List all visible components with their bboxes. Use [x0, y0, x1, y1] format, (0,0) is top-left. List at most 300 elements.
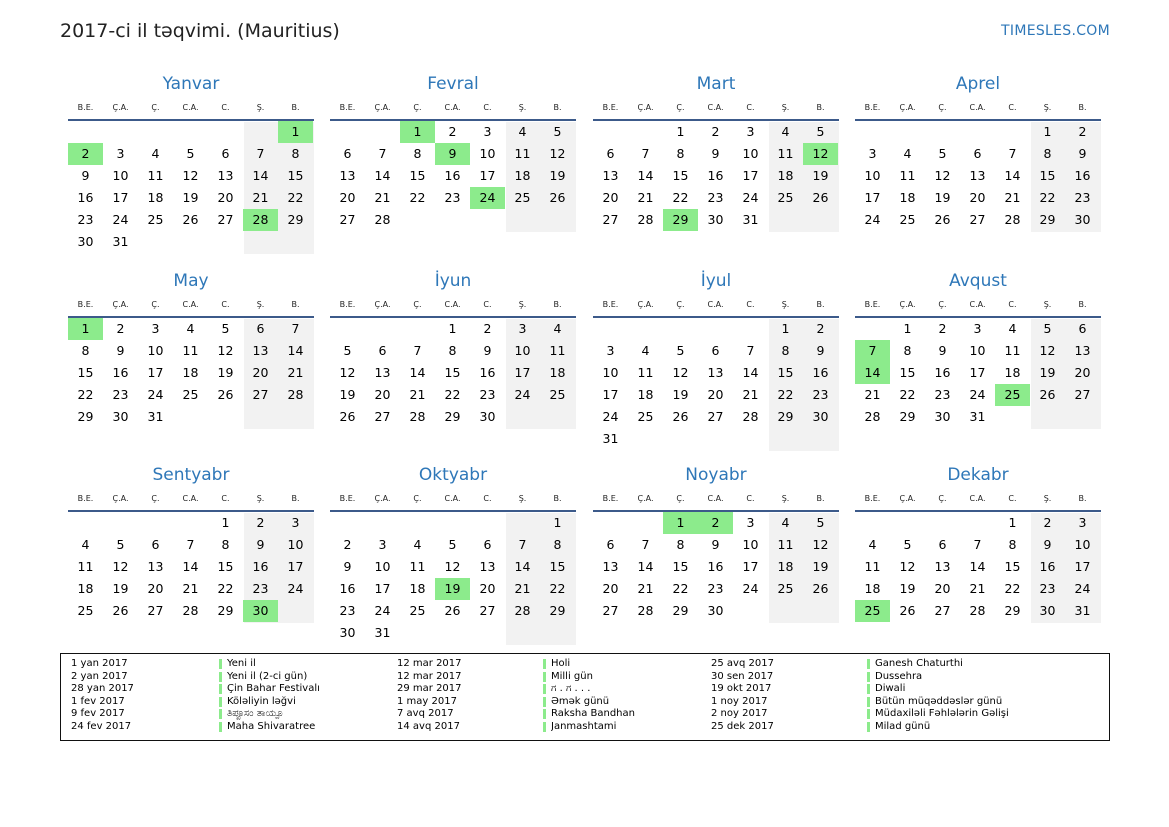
- day-cell: 20: [707, 387, 724, 402]
- day-cell: 28: [514, 603, 531, 618]
- day-cell: 8: [1043, 146, 1052, 161]
- day-cell: 19: [812, 168, 829, 183]
- day-cell: 9: [116, 343, 125, 358]
- legend-holiday-name: Çin Bahar Festivalı: [227, 683, 320, 695]
- day-cell: 6: [711, 343, 720, 358]
- weekday-header: Ş.: [781, 300, 790, 309]
- holiday-day: 2: [698, 512, 733, 534]
- legend-marker: [867, 709, 870, 719]
- weekday-header: C.: [221, 494, 230, 503]
- legend-holiday-name: Dussehra: [875, 670, 923, 682]
- day-cell: 5: [186, 146, 195, 161]
- weekday-header: Ç.: [938, 103, 947, 112]
- holiday-legend: [60, 653, 1110, 741]
- holiday-day: 1: [663, 512, 698, 534]
- weekday-header: Ç.: [676, 300, 685, 309]
- day-cell: 4: [518, 124, 527, 139]
- weekday-header: C.A.: [969, 494, 986, 503]
- day-cell: 19: [339, 387, 356, 402]
- day-cell: 16: [479, 365, 496, 380]
- day-cell: 12: [112, 559, 129, 574]
- day-cell: 17: [479, 168, 496, 183]
- day-cell: 23: [812, 387, 829, 402]
- day-cell: 27: [374, 409, 391, 424]
- day-cell: 15: [287, 168, 304, 183]
- holiday-day: 12: [803, 143, 838, 165]
- day-cell: 9: [1078, 146, 1087, 161]
- month-name: İyun: [434, 271, 472, 291]
- day-cell: 8: [291, 146, 300, 161]
- day-cell: 21: [514, 581, 531, 596]
- day-cell: 10: [147, 343, 164, 358]
- day-cell: 4: [903, 146, 912, 161]
- day-cell: 30: [1039, 603, 1056, 618]
- legend-holiday-name: Diwali: [875, 683, 906, 695]
- weekday-header: C.: [746, 103, 755, 112]
- weekday-header: Ş.: [256, 494, 265, 503]
- day-cell: 20: [602, 190, 619, 205]
- weekday-header: B.: [816, 103, 825, 112]
- holiday-day: 9: [435, 143, 470, 165]
- holiday-day: 19: [435, 578, 470, 600]
- weekday-header: Ş.: [781, 494, 790, 503]
- holiday-day: 28: [243, 209, 278, 231]
- day-cell: 8: [1008, 537, 1017, 552]
- month-3: [593, 74, 839, 260]
- day-cell: 11: [1004, 343, 1021, 358]
- day-cell: 19: [182, 190, 199, 205]
- day-cell: 21: [1004, 190, 1021, 205]
- legend-date: 19 okt 2017: [711, 683, 772, 695]
- legend-names: [551, 658, 635, 734]
- legend-date: 12 mar 2017: [397, 670, 462, 682]
- day-cell: 27: [1074, 387, 1091, 402]
- day-cell: 11: [549, 343, 566, 358]
- day-cell: 2: [483, 321, 492, 336]
- weekday-header: B.E.: [864, 494, 881, 503]
- day-cell: 20: [339, 190, 356, 205]
- day-cell: 15: [217, 559, 234, 574]
- holiday-day: 1: [68, 318, 103, 340]
- day-cell: 19: [812, 559, 829, 574]
- weekday-header: C.: [221, 103, 230, 112]
- weekday-header: B.: [291, 300, 300, 309]
- day-cell: 25: [637, 409, 654, 424]
- weekday-header: C.: [1008, 103, 1017, 112]
- holiday-day: 2: [68, 143, 103, 165]
- day-cell: 23: [339, 603, 356, 618]
- day-cell: 7: [378, 146, 387, 161]
- month-name: Fevral: [427, 74, 479, 94]
- legend-holiday-name: Raksha Bandhan: [551, 708, 635, 720]
- day-cell: 14: [514, 559, 531, 574]
- weekday-header: Ç.A.: [112, 494, 129, 503]
- day-cell: 13: [969, 168, 986, 183]
- day-cell: 2: [256, 515, 265, 530]
- day-cell: 14: [742, 365, 759, 380]
- brand-logo-text[interactable]: TIMESLES.COM: [1001, 23, 1110, 39]
- day-cell: 31: [602, 431, 619, 446]
- day-cell: 23: [77, 212, 94, 227]
- weekday-header: C.: [483, 494, 492, 503]
- day-cell: 27: [934, 603, 951, 618]
- holiday-day: 25: [995, 384, 1030, 406]
- weekday-header: Ç.A.: [899, 300, 916, 309]
- day-cell: 9: [343, 559, 352, 574]
- day-cell: 30: [707, 212, 724, 227]
- day-cell: 16: [444, 168, 461, 183]
- day-cell: 3: [1078, 515, 1087, 530]
- legend-marker: [543, 672, 546, 682]
- day-cell: 28: [287, 387, 304, 402]
- day-cell: 14: [287, 343, 304, 358]
- day-cell: 7: [413, 343, 422, 358]
- day-cell: 27: [602, 212, 619, 227]
- holiday-day: 1: [400, 121, 435, 143]
- day-cell: 5: [116, 537, 125, 552]
- day-cell: 22: [1039, 190, 1056, 205]
- day-cell: 16: [112, 365, 129, 380]
- day-cell: 29: [77, 409, 94, 424]
- day-cell: 3: [868, 146, 877, 161]
- day-cell: 7: [1008, 146, 1017, 161]
- day-cell: 30: [707, 603, 724, 618]
- day-cell: 1: [903, 321, 912, 336]
- legend-marker: [219, 672, 222, 682]
- day-cell: 9: [711, 537, 720, 552]
- day-cell: 23: [1074, 190, 1091, 205]
- day-cell: 9: [256, 537, 265, 552]
- day-cell: 5: [816, 124, 825, 139]
- day-cell: 8: [448, 343, 457, 358]
- day-cell: 10: [969, 343, 986, 358]
- holiday-day: 7: [855, 340, 890, 362]
- month-9: [68, 465, 314, 651]
- month-name: Oktyabr: [418, 465, 488, 485]
- day-cell: 10: [864, 168, 881, 183]
- day-cell: 31: [147, 409, 164, 424]
- day-cell: 29: [777, 409, 794, 424]
- day-cell: 23: [252, 581, 269, 596]
- legend-dates: [397, 658, 462, 734]
- legend-holiday-name: Maha Shivaratree: [227, 720, 316, 732]
- day-cell: 31: [969, 409, 986, 424]
- day-cell: 11: [409, 559, 426, 574]
- month-name: Sentyabr: [152, 465, 230, 485]
- day-cell: 8: [413, 146, 422, 161]
- day-cell: 7: [256, 146, 265, 161]
- weekday-header: B.E.: [77, 300, 94, 309]
- weekday-header: B.: [816, 494, 825, 503]
- legend-date: 1 noy 2017: [711, 695, 768, 707]
- day-cell: 17: [969, 365, 986, 380]
- legend-date: 7 avq 2017: [397, 708, 454, 720]
- weekday-header: Ş.: [518, 300, 527, 309]
- day-cell: 29: [287, 212, 304, 227]
- month-name: Mart: [696, 74, 736, 94]
- day-cell: 1: [553, 515, 562, 530]
- day-cell: 21: [742, 387, 759, 402]
- day-cell: 11: [77, 559, 94, 574]
- day-cell: 15: [777, 365, 794, 380]
- day-cell: 22: [217, 581, 234, 596]
- legend-marker: [867, 684, 870, 694]
- legend-marker: [867, 672, 870, 682]
- day-cell: 5: [903, 537, 912, 552]
- day-cell: 17: [374, 581, 391, 596]
- day-cell: 2: [116, 321, 125, 336]
- weekday-header: B.: [291, 494, 300, 503]
- legend-date: 9 fev 2017: [71, 708, 125, 720]
- legend-holiday-name: Holi: [551, 658, 571, 669]
- weekday-header: B.E.: [77, 494, 94, 503]
- day-cell: 7: [641, 537, 650, 552]
- month-name: Avqust: [949, 271, 1007, 291]
- day-cell: 8: [676, 537, 685, 552]
- day-cell: 4: [413, 537, 422, 552]
- day-cell: 13: [217, 168, 234, 183]
- day-cell: 13: [147, 559, 164, 574]
- weekday-header: Ç.: [151, 103, 160, 112]
- day-cell: 9: [1043, 537, 1052, 552]
- day-cell: 3: [151, 321, 160, 336]
- day-cell: 30: [112, 409, 129, 424]
- legend-marker: [543, 684, 546, 694]
- weekday-header: C.A.: [707, 103, 724, 112]
- day-cell: 18: [549, 365, 566, 380]
- month-name: Aprel: [955, 74, 1001, 94]
- day-cell: 6: [343, 146, 352, 161]
- day-cell: 12: [217, 343, 234, 358]
- day-cell: 6: [151, 537, 160, 552]
- day-cell: 19: [549, 168, 566, 183]
- weekday-header: C.A.: [969, 103, 986, 112]
- day-cell: 8: [903, 343, 912, 358]
- weekday-header: B.: [1078, 300, 1087, 309]
- weekday-header: B.E.: [339, 300, 356, 309]
- day-cell: 2: [1043, 515, 1052, 530]
- weekday-header: Ç.A.: [374, 103, 391, 112]
- day-cell: 26: [182, 212, 199, 227]
- legend-holiday-name: Ganesh Chaturthi: [875, 658, 963, 669]
- day-cell: 18: [777, 168, 794, 183]
- weekday-header: Ç.A.: [374, 300, 391, 309]
- legend-marker: [219, 722, 222, 732]
- weekday-header: Ş.: [518, 494, 527, 503]
- day-cell: 9: [711, 146, 720, 161]
- day-cell: 16: [812, 365, 829, 380]
- day-cell: 17: [742, 559, 759, 574]
- day-cell: 17: [514, 365, 531, 380]
- day-cell: 15: [1039, 168, 1056, 183]
- day-cell: 13: [1074, 343, 1091, 358]
- day-cell: 25: [549, 387, 566, 402]
- weekday-header: C.: [1008, 300, 1017, 309]
- day-cell: 18: [147, 190, 164, 205]
- day-cell: 5: [448, 537, 457, 552]
- weekday-header: C.A.: [444, 300, 461, 309]
- day-cell: 5: [938, 146, 947, 161]
- weekday-header: Ç.A.: [899, 103, 916, 112]
- legend-date: 29 mar 2017: [397, 683, 462, 695]
- day-cell: 23: [444, 190, 461, 205]
- day-cell: 17: [112, 190, 129, 205]
- day-cell: 24: [287, 581, 304, 596]
- day-cell: 12: [182, 168, 199, 183]
- weekday-header: B.E.: [864, 103, 881, 112]
- legend-marker: [543, 659, 546, 669]
- weekday-header: C.: [483, 300, 492, 309]
- day-cell: 15: [549, 559, 566, 574]
- day-cell: 7: [641, 146, 650, 161]
- day-cell: 11: [514, 146, 531, 161]
- day-cell: 5: [221, 321, 230, 336]
- day-cell: 17: [864, 190, 881, 205]
- day-cell: 11: [777, 537, 794, 552]
- day-cell: 6: [606, 146, 615, 161]
- legend-date: 1 may 2017: [397, 695, 457, 707]
- weekday-header: Ş.: [1043, 300, 1052, 309]
- weekday-header: B.E.: [864, 300, 881, 309]
- day-cell: 8: [553, 537, 562, 552]
- day-cell: 17: [1074, 559, 1091, 574]
- day-cell: 23: [479, 387, 496, 402]
- weekday-header: B.E.: [602, 103, 619, 112]
- day-cell: 25: [147, 212, 164, 227]
- holiday-day: 25: [855, 600, 890, 622]
- day-cell: 14: [637, 559, 654, 574]
- page-title: 2017-ci il təqvimi. (Mauritius): [60, 20, 340, 42]
- day-cell: 12: [444, 559, 461, 574]
- day-cell: 30: [479, 409, 496, 424]
- day-cell: 12: [672, 365, 689, 380]
- day-cell: 20: [934, 581, 951, 596]
- day-cell: 24: [742, 581, 759, 596]
- day-cell: 24: [602, 409, 619, 424]
- day-cell: 21: [969, 581, 986, 596]
- day-cell: 26: [112, 603, 129, 618]
- day-cell: 26: [812, 190, 829, 205]
- day-cell: 8: [81, 343, 90, 358]
- day-cell: 1: [221, 515, 230, 530]
- day-cell: 4: [1008, 321, 1017, 336]
- weekday-header: C.: [746, 300, 755, 309]
- day-cell: 3: [746, 515, 755, 530]
- day-cell: 29: [672, 603, 689, 618]
- legend-holiday-name: Janmashtami: [551, 720, 617, 732]
- day-cell: 25: [409, 603, 426, 618]
- day-cell: 4: [868, 537, 877, 552]
- day-cell: 21: [864, 387, 881, 402]
- day-cell: 20: [602, 581, 619, 596]
- day-cell: 18: [864, 581, 881, 596]
- day-cell: 29: [1004, 603, 1021, 618]
- weekday-header: B.E.: [602, 494, 619, 503]
- day-cell: 4: [186, 321, 195, 336]
- weekday-header: B.E.: [602, 300, 619, 309]
- day-cell: 22: [1004, 581, 1021, 596]
- day-cell: 21: [374, 190, 391, 205]
- day-cell: 9: [938, 343, 947, 358]
- day-cell: 27: [147, 603, 164, 618]
- day-cell: 26: [1039, 387, 1056, 402]
- weekday-header: C.: [221, 300, 230, 309]
- legend-names: [227, 658, 320, 734]
- weekday-header: B.E.: [339, 494, 356, 503]
- weekday-header: B.E.: [77, 103, 94, 112]
- day-cell: 25: [777, 190, 794, 205]
- day-cell: 26: [444, 603, 461, 618]
- day-cell: 1: [676, 124, 685, 139]
- weekday-header: Ç.A.: [637, 103, 654, 112]
- day-cell: 3: [116, 146, 125, 161]
- day-cell: 15: [77, 365, 94, 380]
- day-cell: 2: [938, 321, 947, 336]
- weekday-header: B.: [1078, 103, 1087, 112]
- day-cell: 4: [81, 537, 90, 552]
- weekday-header: Ş.: [781, 103, 790, 112]
- day-cell: 15: [1004, 559, 1021, 574]
- day-cell: 20: [479, 581, 496, 596]
- legend-date: 2 yan 2017: [71, 670, 128, 682]
- day-cell: 12: [899, 559, 916, 574]
- day-cell: 18: [777, 559, 794, 574]
- legend-date: 25 avq 2017: [711, 658, 774, 669]
- day-cell: 16: [1039, 559, 1056, 574]
- day-cell: 4: [151, 146, 160, 161]
- legend-marker: [543, 722, 546, 732]
- day-cell: 4: [781, 515, 790, 530]
- day-cell: 7: [186, 537, 195, 552]
- weekday-header: B.: [816, 300, 825, 309]
- weekday-header: B.: [553, 300, 562, 309]
- day-cell: 20: [252, 365, 269, 380]
- day-cell: 3: [483, 124, 492, 139]
- legend-marker: [543, 697, 546, 707]
- legend-marker: [219, 684, 222, 694]
- weekday-header: B.: [553, 494, 562, 503]
- day-cell: 16: [77, 190, 94, 205]
- day-cell: 21: [252, 190, 269, 205]
- legend-holiday-name: Köləliyin ləğvi: [227, 695, 296, 707]
- day-cell: 10: [742, 537, 759, 552]
- day-cell: 16: [707, 559, 724, 574]
- day-cell: 29: [899, 409, 916, 424]
- day-cell: 3: [291, 515, 300, 530]
- day-cell: 20: [374, 387, 391, 402]
- day-cell: 3: [378, 537, 387, 552]
- day-cell: 14: [1004, 168, 1021, 183]
- day-cell: 6: [973, 146, 982, 161]
- weekday-header: C.A.: [182, 103, 199, 112]
- month-name: İyul: [700, 271, 732, 291]
- day-cell: 7: [518, 537, 527, 552]
- legend-marker: [219, 709, 222, 719]
- day-cell: 12: [549, 146, 566, 161]
- legend-holiday-name: Bütün müqəddəslər günü: [875, 695, 1003, 707]
- day-cell: 17: [287, 559, 304, 574]
- legend-marker: [219, 697, 222, 707]
- legend-date: 2 noy 2017: [711, 708, 768, 720]
- weekday-header: C.: [746, 494, 755, 503]
- day-cell: 5: [816, 515, 825, 530]
- day-cell: 27: [252, 387, 269, 402]
- day-cell: 13: [602, 559, 619, 574]
- weekday-header: Ç.: [413, 494, 422, 503]
- weekday-header: B.: [1078, 494, 1087, 503]
- day-cell: 13: [934, 559, 951, 574]
- day-cell: 28: [409, 409, 426, 424]
